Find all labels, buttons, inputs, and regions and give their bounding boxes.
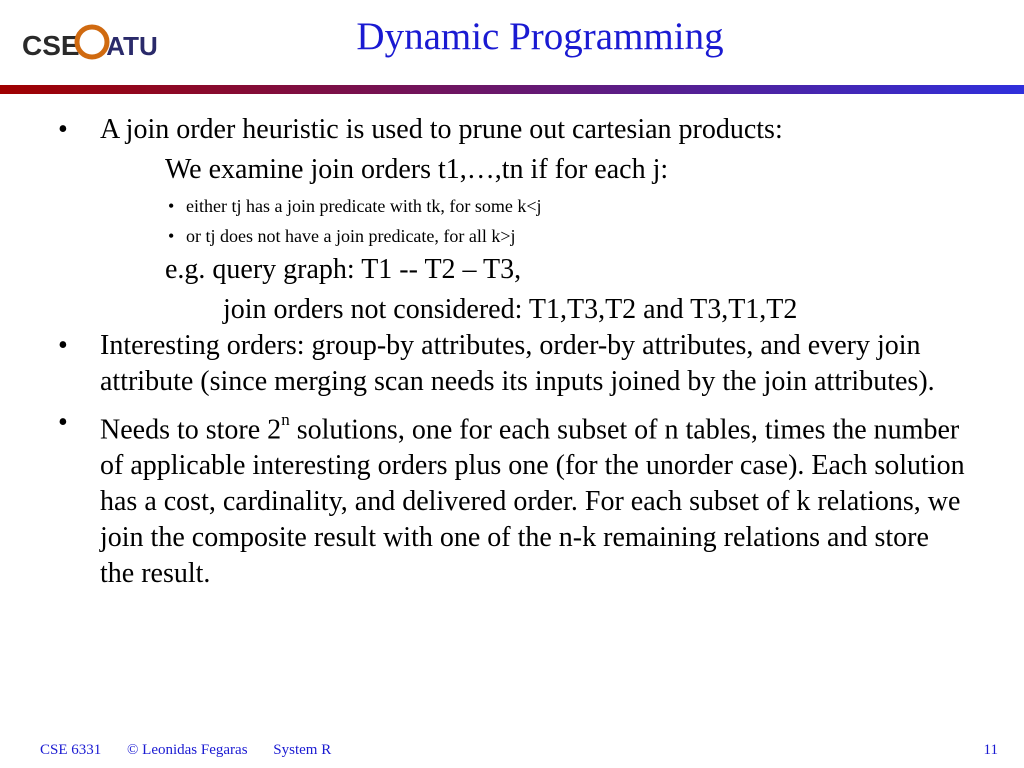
bullet-join-heuristic: • A join order heuristic is used to prune out cartesian products: <box>58 112 968 148</box>
sub-bullet-no-join-predicate: • or tj does not have a join predicate, for all k>j <box>168 226 516 246</box>
bullet-store-solutions: • Needs to store 2$^n$ solutions, one for each subset of n tables, times the number of applicable interesting orders plus one (for the unorder case). Each solution has a cost, cardinality, and delivered order. For each subset of k relations, we join the composite result with one of the n-k remaining relations and store the result. <box>58 407 965 590</box>
header-divider <box>0 85 1024 94</box>
bullet-icon: • <box>58 330 68 361</box>
footer-topic: System R <box>273 742 332 758</box>
logo-uta-text: UTA <box>106 31 158 61</box>
bullet-icon: • <box>168 226 175 246</box>
cse-uta-logo <box>22 22 162 64</box>
query-graph-example: e.g. query graph: T1 -- T2 – T3, <box>165 254 522 285</box>
join-orders-condition: We examine join orders t1,…,tn if for each j: <box>165 154 669 185</box>
page-number: 11 <box>983 742 998 758</box>
slide-body <box>58 112 968 592</box>
logo-ring-icon <box>77 27 107 57</box>
bullet-icon: • <box>58 114 68 145</box>
exponent-n: n <box>281 410 290 429</box>
logo-cse-text: CSE <box>22 30 80 61</box>
join-orders-not-considered: join orders not considered: T1,T3,T2 and T3,T1,T2 <box>223 294 798 325</box>
footer <box>40 742 353 759</box>
footer-author: © Leonidas Fegaras <box>127 742 248 758</box>
sub-bullet-join-predicate: • either tj has a join predicate with tk, for some k<j <box>168 196 542 216</box>
bullet-icon: • <box>58 407 68 438</box>
bullet-icon: • <box>168 196 175 216</box>
slide-title: Dynamic Programming <box>356 15 724 58</box>
bullet-interesting-orders: • Interesting orders: group-by attributes, order-by attributes, and every join attribute (since merging scan needs its inputs joined by the join attributes). <box>58 330 935 397</box>
footer-course: CSE 6331 <box>40 742 102 758</box>
